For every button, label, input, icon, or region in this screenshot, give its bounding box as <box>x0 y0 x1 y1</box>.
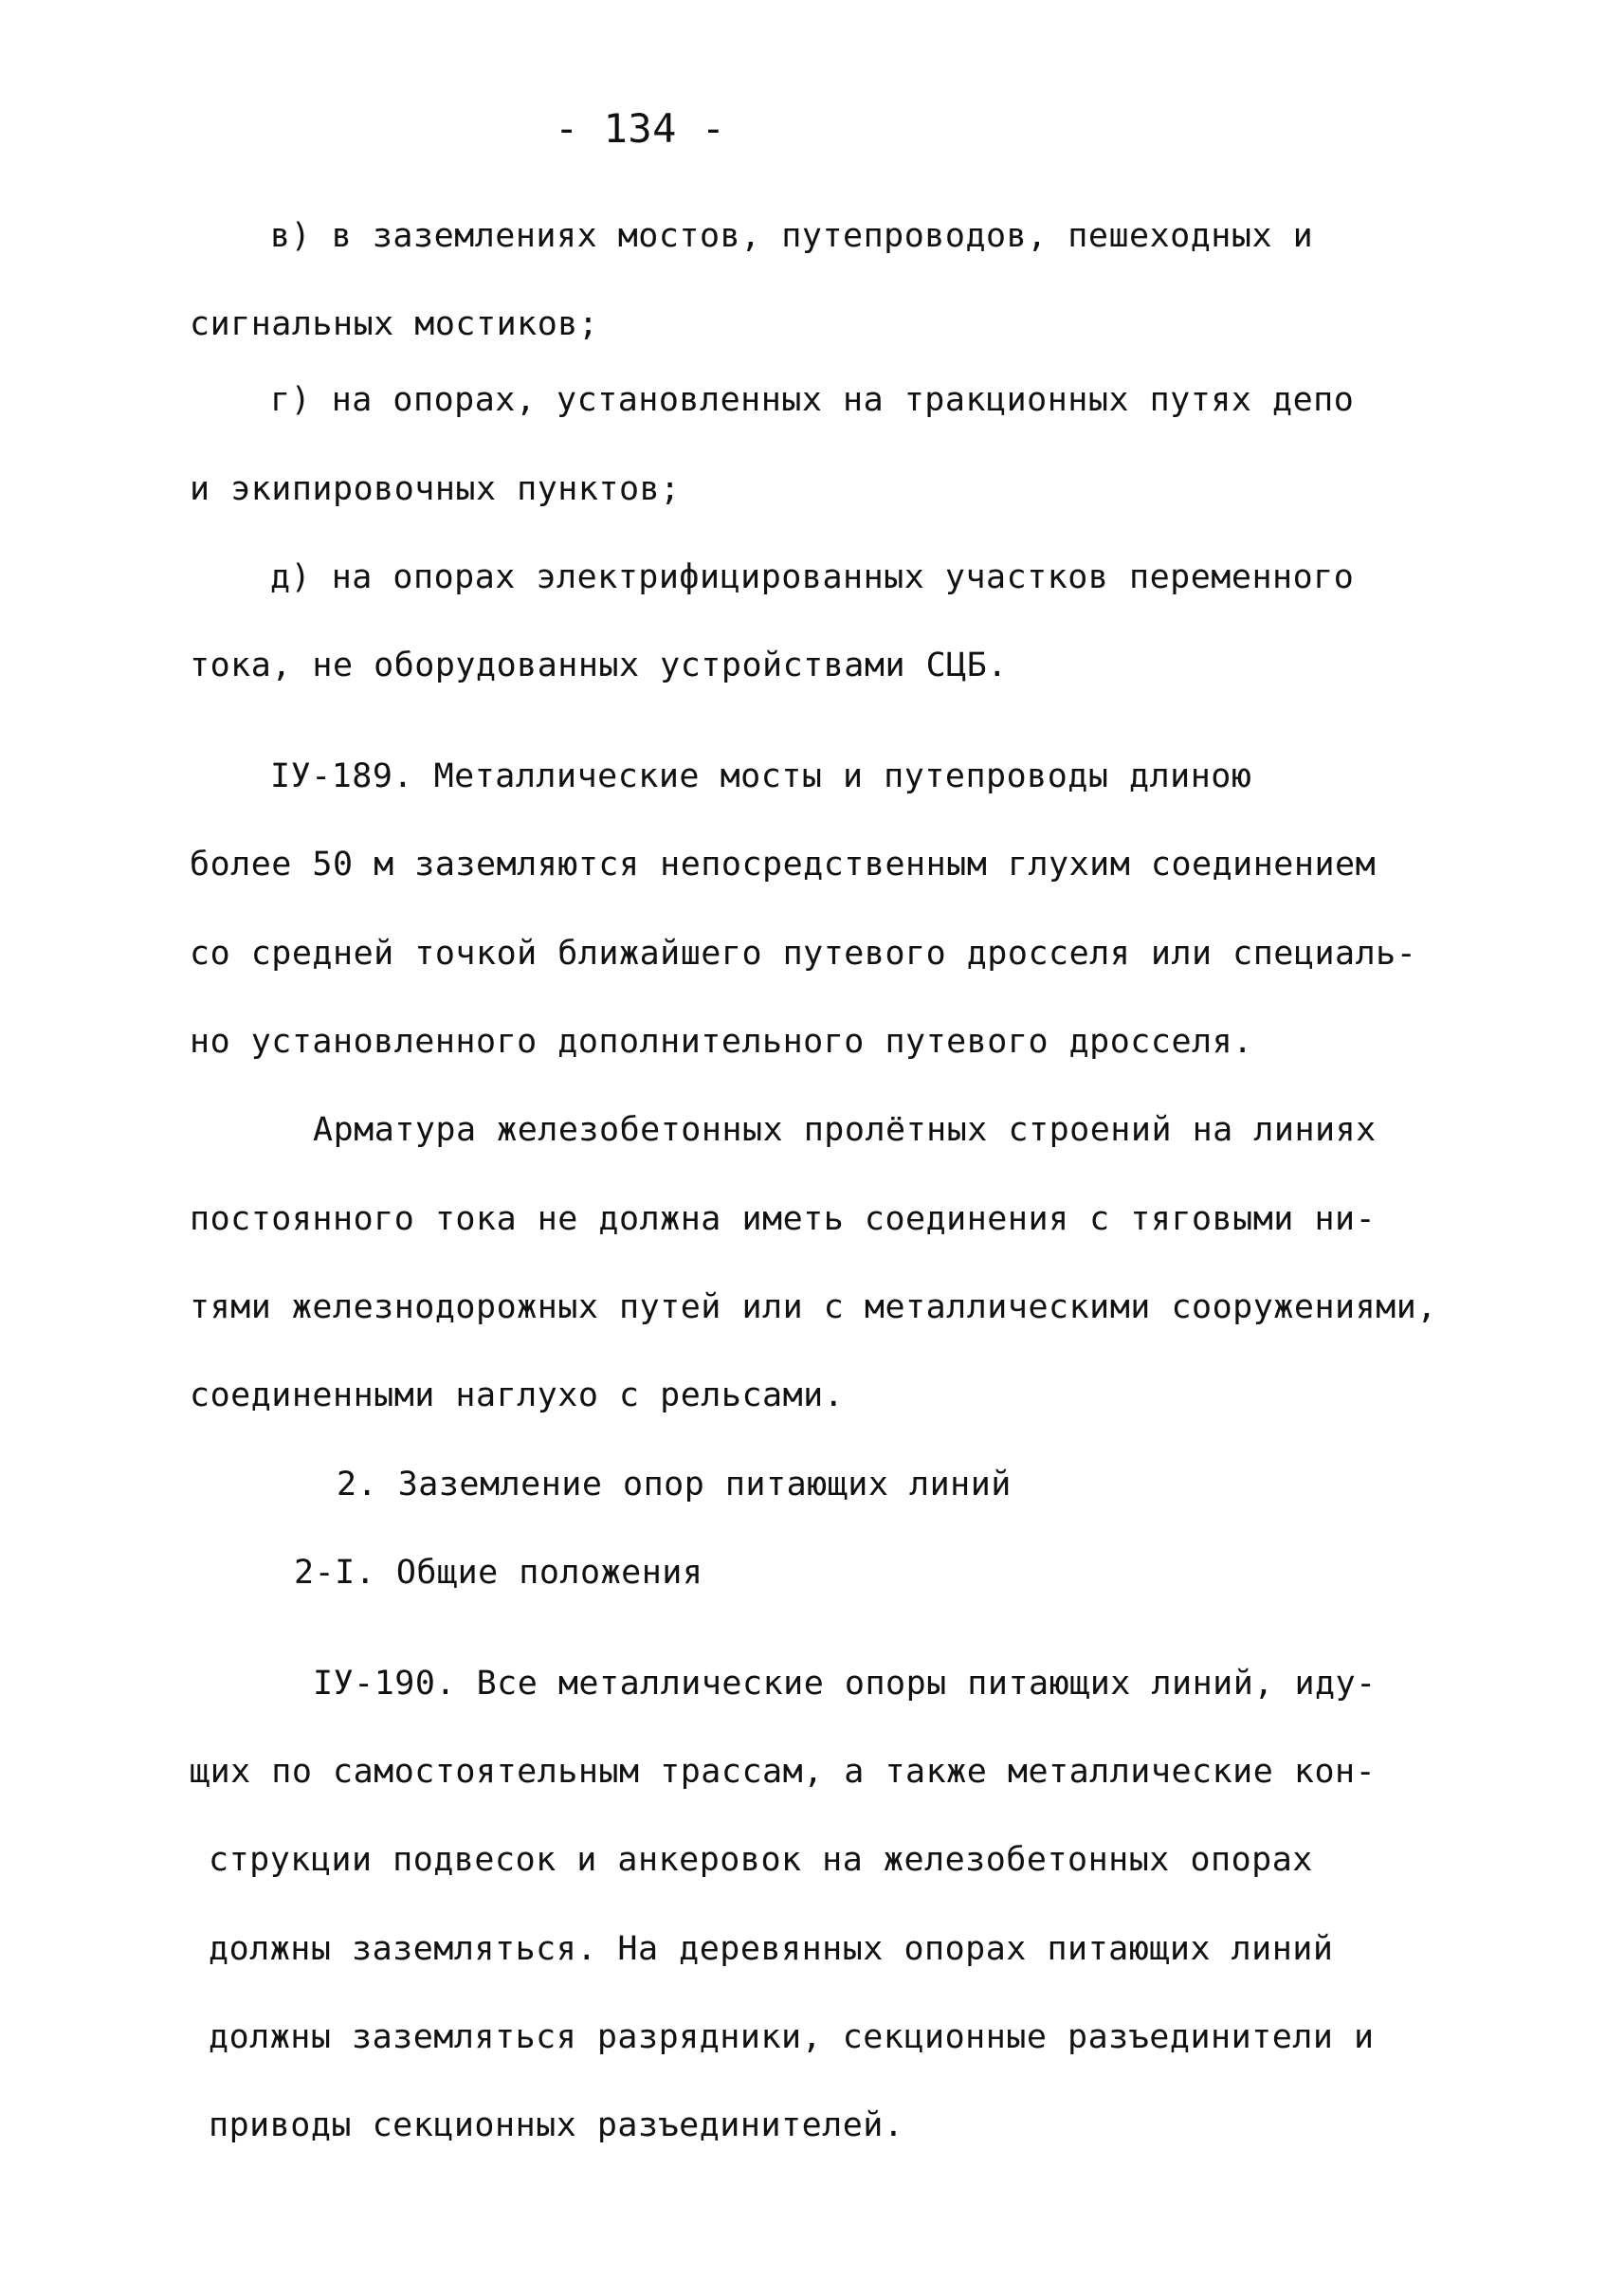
text-line: Арматура железобетонных пролётных строений на линиях <box>313 1111 1377 1149</box>
text-line: но установленного дополнительного путевого дросселя. <box>190 1023 1253 1061</box>
text-line: должны заземляться разрядники, секционные разъединители и <box>209 2018 1375 2056</box>
text-line: должны заземляться. На деревянных опорах питающих линий <box>209 1930 1334 1968</box>
text-line: постоянного тока не должна иметь соединения с тяговыми ни- <box>190 1200 1377 1238</box>
text-line: щих по самостоятельным трассам, а также металлические кон- <box>190 1753 1377 1791</box>
text-line: приводы секционных разъединителей. <box>209 2106 904 2144</box>
page-number: - 134 - <box>555 105 726 152</box>
section-heading: 2. Заземление опор питающих линий <box>337 1466 1012 1503</box>
text-line: в) в заземлениях мостов, путепроводов, пешеходных и <box>270 217 1314 255</box>
text-line: соединенными наглухо с рельсами. <box>190 1376 845 1414</box>
text-line: сигнальных мостиков; <box>190 305 599 343</box>
text-line: IУ-190. Все металлические опоры питающих линий, иду- <box>313 1665 1377 1703</box>
text-line: тями железнодорожных путей или с металлическими сооружениями, <box>190 1288 1437 1326</box>
text-line: г) на опорах, установленных на тракционных путях депо <box>270 381 1355 419</box>
text-line: IУ-189. Металлические мосты и путепроводы длиною <box>270 757 1252 795</box>
text-line: тока, не оборудованных устройствами СЦБ. <box>190 647 1008 684</box>
text-line: более 50 м заземляются непосредственным глухим соединением <box>190 846 1377 884</box>
text-line: струкции подвесок и анкеровок на железобетонных опорах <box>209 1841 1313 1879</box>
text-line: д) на опорах электрифицированных участков переменного <box>270 558 1355 596</box>
subsection-heading: 2-I. Общие положения <box>294 1554 703 1592</box>
text-line: со средней точкой ближайшего путевого дросселя или специаль- <box>190 935 1417 973</box>
text-line: и экипировочных пунктов; <box>190 470 681 508</box>
